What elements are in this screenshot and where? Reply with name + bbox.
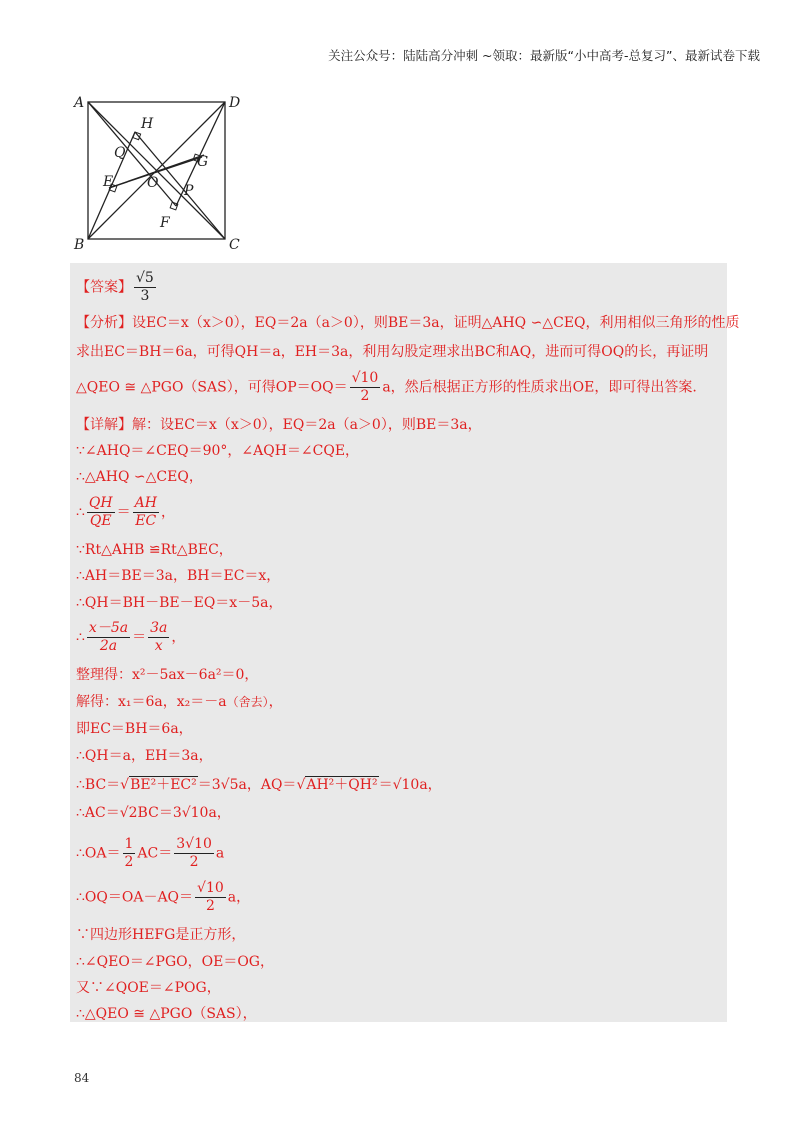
square-diagram [72, 92, 244, 252]
label-f: F [160, 215, 170, 231]
detail-line-16: ∴OQ＝OA－AQ＝ $\frac{√10}{2}$ a， [76, 880, 251, 914]
label-q: Q [114, 145, 126, 161]
label-c: C [229, 237, 240, 252]
detail-line-4: ∴ $\frac{QH}{QE}$ ＝ $\frac{AH}{EC}$ ， [76, 495, 175, 529]
right-angle-f [170, 202, 178, 210]
detail-line-2: ∵∠AHQ＝∠CEQ＝90°，∠AQH＝∠CQE， [76, 443, 360, 459]
analysis-tag: 【分析】 [76, 315, 132, 331]
label-h: H [141, 116, 154, 132]
label-o: O [147, 175, 159, 191]
label-b: B [74, 237, 85, 252]
detail-line-12: ∴QH＝a，EH＝3a， [76, 748, 213, 764]
detail-line-15: ∴OA＝ $\frac{1}{2}$ AC＝ $\frac{3√10}{2}$ a [76, 836, 225, 870]
detail-line-13: ∴BC＝√BE²＋EC²＝3√5a，AQ＝√AH²＋QH²＝√10a， [76, 777, 442, 793]
analysis-fraction: $\frac{√10}{2}$ [351, 370, 379, 404]
page-header: 关注公众号：陆陆高分冲刺 ~领取：最新版“小中高考-总复习”、最新试卷下载 [328, 48, 760, 63]
page-number: 84 [74, 1071, 90, 1085]
detail-line-3: ∴△AHQ ∽△CEQ， [76, 469, 203, 485]
geometry-figure [72, 92, 244, 252]
segment-af [88, 102, 176, 206]
analysis-line-1: 【分析】设EC＝x（x＞0），EQ＝2a（a＞0），则BE＝3a，证明△AHQ ∽△CEQ，利用相似三角形的性质 [76, 315, 740, 331]
analysis-line-3: △QEO ≅ △PGO（SAS），可得OP＝OQ＝ $\frac{√10}{2}$ a，然后根据正方形的性质求出OE，即可得出答案. [76, 370, 697, 404]
label-d: D [229, 95, 241, 111]
detail-line-7: ∴QH＝BH－BE－EQ＝x－5a， [76, 595, 283, 611]
answer-line [76, 270, 726, 305]
label-p: P [184, 183, 194, 199]
detail-line-20: ∴△QEO ≅ △PGO（SAS）， [76, 1006, 257, 1022]
detail-line-9: 整理得：x²－5ax－6a²＝0， [76, 667, 259, 683]
detail-line-18: ∴∠QEO＝∠PGO，OE＝OG， [76, 954, 274, 970]
right-angle-h [133, 132, 141, 140]
detail-line-19: 又∵∠QOE＝∠POG， [76, 980, 221, 996]
label-a: A [74, 95, 85, 111]
detail-line-10: 解得：x₁＝6a，x₂＝－a（舍去）， [76, 694, 283, 710]
detail-line-14: ∴AC＝√2BC＝3√10a， [76, 805, 231, 821]
label-g: G [197, 154, 209, 170]
detail-line-11: 即EC＝BH＝6a， [76, 721, 193, 737]
label-e: E [103, 174, 114, 190]
answer-tag: 【答案】 [76, 279, 132, 296]
detail-tag: 【详解】 [76, 417, 132, 433]
detail-line-17: ∵四边形HEFG是正方形， [76, 927, 246, 943]
detail-line-8: ∴ $\frac{x-5a}{2a}$ ＝ $\frac{3a}{x}$ ， [76, 620, 186, 654]
detail-line-5: ∵Rt△AHB ≌Rt△BEC， [76, 542, 233, 558]
answer-fraction: $\frac{√5}{3}$ [136, 270, 154, 304]
detail-line-6: ∴AH＝BE＝3a，BH＝EC＝x， [76, 568, 281, 584]
detail-line-1: 【详解】解：设EC＝x（x＞0），EQ＝2a（a＞0），则BE＝3a， [76, 417, 482, 433]
analysis-line-2: 求出EC＝BH＝6a，可得QH＝a，EH＝3a，利用勾股定理求出BC和AQ，进而可得OQ的长，再证明 [76, 344, 709, 360]
